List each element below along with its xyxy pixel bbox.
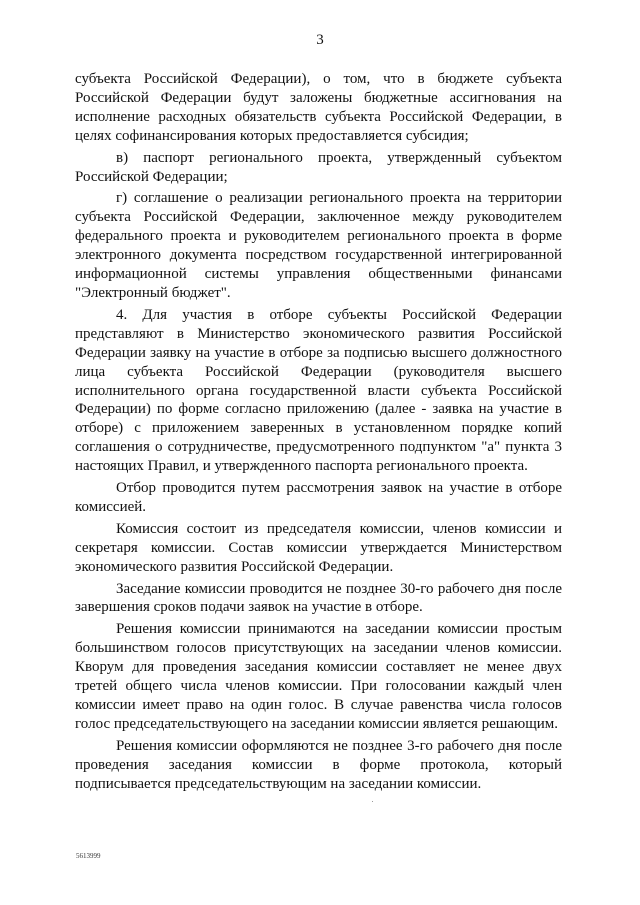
paragraph-item-g-agreement: г) соглашение о реализации регионального проекта на территории субъекта Российской Федерации, заключенное между руководителем федерального проекта и руководителем регионального проекта в форме электронного документа посредством государственной интегрированной информационной системы управления общественными финансами "Электронный бюджет". <box>75 190 562 301</box>
paragraph-clause-4: 4. Для участия в отборе субъекты Российской Федерации представляют в Министерство экономического развития Российской Федерации заявку на участие в отборе за подписью высшего должностного лица субъекта Российской Федерации (руководителя высшего исполнительного органа государственной власти субъекта Российской Федерации) по форме согласно приложению (далее - заявка на участие в отборе) с приложением заверенных в установленном порядке копий соглашения о сотрудничестве, предусмотренного подпунктом "а" пункта 3 настоящих Правил, и утвержденного паспорта регионального проекта. <box>75 306 562 475</box>
paragraph-meeting-deadline: Заседание комиссии проводится не позднее 30-го рабочего дня после завершения сроков подачи заявок на участие в отборе. <box>75 580 562 616</box>
paragraph-item-v-passport: в) паспорт регионального проекта, утвержденный субъектом Российской Федерации; <box>75 149 562 185</box>
paragraph-protocol: Решения комиссии оформляются не позднее 3-го рабочего дня после проведения заседания комиссии в форме протокола, который подписывается председательствующим на заседании комиссии. <box>75 737 562 792</box>
document-id: 5613999 <box>76 852 101 860</box>
document-body <box>75 70 562 794</box>
paragraph-commission-composition: Комиссия состоит из председателя комиссии, членов комиссии и секретаря комиссии. Состав комиссии утверждается Министерством экономического развития Российской Федерации. <box>75 520 562 575</box>
paragraph-subsidy-guarantee: субъекта Российской Федерации), о том, что в бюджете субъекта Российской Федерации будут заложены бюджетные ассигнования на исполнение расходных обязательств субъекта Российской Федерации, в целях софинансирования которых предоставляется субсидия; <box>75 71 562 144</box>
scan-speck <box>372 801 373 802</box>
paragraph-voting-rules: Решения комиссии принимаются на заседании комиссии простым большинством голосов присутствующих на заседании членов комиссии. Кворум для проведения заседания комиссии составляет не менее двух третей общего числа членов комиссии. При голосовании каждый член комиссии имеет право на один голос. В случае равенства числа голосов голос председательствующего на заседании комиссии является решающим. <box>75 621 562 732</box>
paragraph-selection-procedure: Отбор проводится путем рассмотрения заявок на участие в отборе комиссией. <box>75 480 562 515</box>
page-number: 3 <box>316 32 324 48</box>
